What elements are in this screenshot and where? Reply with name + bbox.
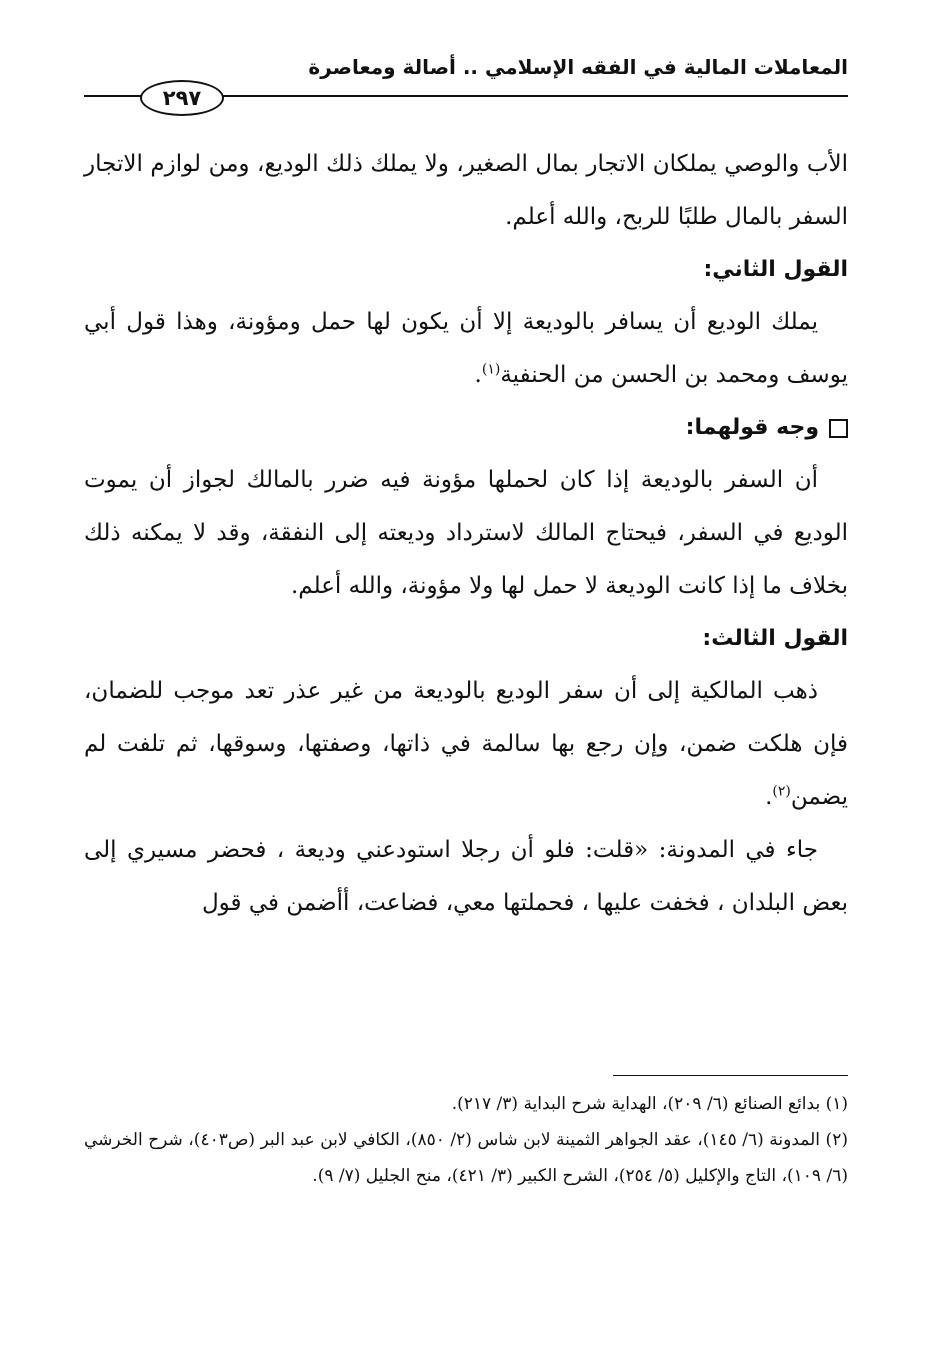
heading-reason bbox=[84, 402, 848, 454]
paragraph-4 bbox=[84, 665, 848, 824]
running-header-title: المعاملات المالية في الفقه الإسلامي .. أصالة ومعاصرة bbox=[308, 55, 848, 79]
paragraph-4-text: ذهب المالكية إلى أن سفر الوديع بالوديعة من غير عذر تعد موجب للضمان، فإن هلكت ضمن، وإن رجع بها سالمة في ذاتها، وصفتها، وسوقها، ثم تلفت لم يضمن bbox=[84, 678, 848, 810]
paragraph-2-end: . bbox=[474, 362, 482, 388]
footnote-2: (٢) المدونة (٦/ ١٤٥)، عقد الجواهر الثمينة لابن شاس (٢/ ٨٥٠)، الكافي لابن عبد البر (ص٤٠٣)، شرح الخرشي (٦/ ١٠٩)، التاج والإكليل (٥/ ٢٥٤)، الشرح الكبير (٣/ ٤٢١)، منح الجليل (٧/ ٩). bbox=[84, 1130, 848, 1186]
paragraph-5: جاء في المدونة: «قلت: فلو أن رجلا استودعني وديعة ، فحضر مسيري إلى بعض البلدان ، فخفت عليها ، فحملتها معي، فضاعت، أأضمن في قول bbox=[84, 837, 848, 916]
page-number-badge: ٢٩٧ bbox=[140, 80, 224, 116]
paragraph-1: الأب والوصي يملكان الاتجار بمال الصغير، ولا يملك ذلك الوديع، ومن لوازم الاتجار السفر بالمال طلبًا للربح، والله أعلم. bbox=[84, 151, 848, 230]
heading-third-opinion: القول الثالث: bbox=[702, 626, 848, 651]
heading-reason-text: وجه قولهما: bbox=[685, 415, 819, 440]
footnotes bbox=[84, 1086, 848, 1194]
paragraph-2 bbox=[84, 296, 848, 402]
footnote-ref-1[interactable]: (١) bbox=[481, 361, 501, 378]
footnote-ref-2[interactable]: (٢) bbox=[772, 783, 791, 800]
footnote-1: (١) بدائع الصنائع (٦/ ٢٠٩)، الهداية شرح البداية (٣/ ٢١٧). bbox=[451, 1094, 848, 1114]
footnote-separator bbox=[613, 1075, 848, 1076]
paragraph-2-text: يملك الوديع أن يسافر بالوديعة إلا أن يكون لها حمل ومؤونة، وهذا قول أبي يوسف ومحمد بن الحسن من الحنفية bbox=[84, 309, 848, 388]
paragraph-3: أن السفر بالوديعة إذا كان لحملها مؤونة فيه ضرر بالمالك لجواز أن يموت الوديع في السفر، فيحتاج المالك لاسترداد وديعته إلى النفقة، وقد لا يمكنه ذلك بخلاف ما إذا كانت الوديعة لا حمل لها ولا مؤونة، والله أعلم. bbox=[84, 467, 848, 599]
main-text bbox=[84, 138, 848, 930]
square-bullet-icon bbox=[829, 419, 848, 438]
paragraph-4-end: . bbox=[765, 784, 773, 810]
heading-second-opinion: القول الثاني: bbox=[703, 257, 848, 282]
